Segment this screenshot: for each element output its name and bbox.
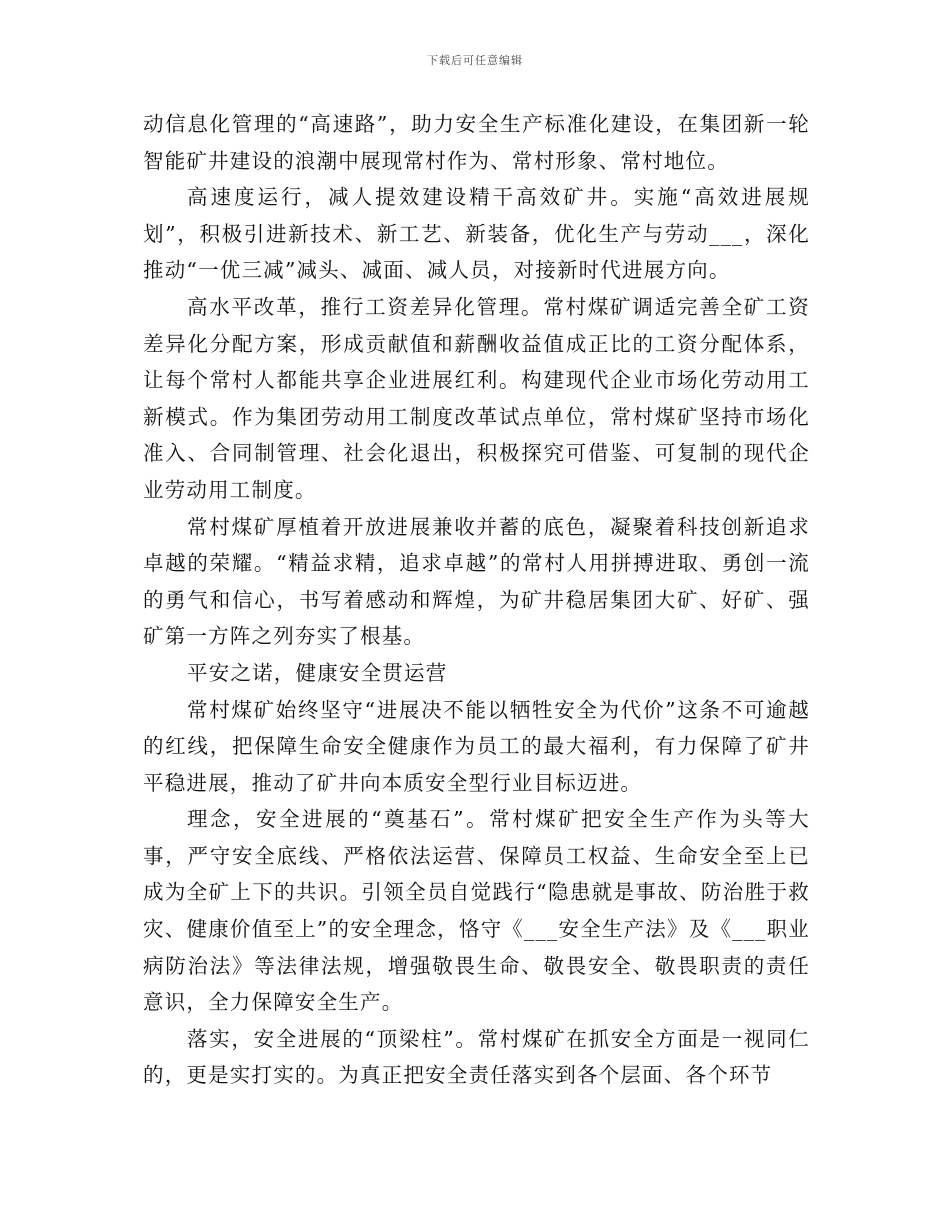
section-heading-safety: 平安之诺，健康安全贯运营 (187, 660, 448, 685)
paragraph-openness-innovation: 常村煤矿厚植着开放进展兼收并蓄的底色，凝聚着科技创新追求卓越的荣耀。“精益求精，追求卓越”的常村人用拼搏进取、勇创一流的勇气和信心，书写着感动和辉煌，为矿井稳居集团大矿、好矿、强矿第一方阵之列夯实了根基。 (143, 514, 810, 649)
paragraph-high-level-reform: 高水平改革，推行工资差异化管理。常村煤矿调适完善全矿工资差异化分配方案，形成贡献值和薪酬收益值成正比的工资分配体系，让每个常村人都能共享企业进展红利。构建现代企业市场化劳动用工新模式。作为集团劳动用工制度改革试点单位，常村煤矿坚持市场化准入、合同制管理、社会化退出，积极探究可借鉴、可复制的现代企业劳动用工制度。 (143, 294, 810, 502)
paragraph-safety-philosophy: 理念，安全进展的“奠基石”。常村煤矿把安全生产作为头等大事，严守安全底线、严格依法运营、保障员工权益、生命安全至上已成为全矿上下的共识。引领全员自觉践行“隐患就是事故、防治胜于救灾、健康价值至上”的安全理念，恪守《___安全生产法》及《___职业病防治法》等法律法规，增强敬畏生命、敬畏安全、敬畏职责的责任意识，全力保障安全生产。 (143, 807, 810, 1015)
page-header-note: 下载后可任意编辑 (427, 54, 523, 67)
paragraph-high-speed-operation: 高速度运行，减人提效建设精干高效矿井。实施“高效进展规划”，积极引进新技术、新工艺、新装备，优化生产与劳动___，深化推动“一优三减”减头、减面、减人员，对接新时代进展方向。 (143, 185, 810, 283)
paragraph-safety-redline: 常村煤矿始终坚守“进展决不能以牺牲安全为代价”这条不可逾越的红线，把保障生命安全健康作为员工的最大福利，有力保障了矿井平稳进展，推动了矿井向本质安全型行业目标迈进。 (143, 697, 810, 795)
paragraph-safety-implementation: 落实，安全进展的“顶梁柱”。常村煤矿在抓安全方面是一视同仁的，更是实打实的。为真正把安全责任落实到各个层面、各个环节 (143, 1026, 810, 1088)
paragraph-continuation: 动信息化管理的“高速路”，助力安全生产标准化建设，在集团新一轮智能矿井建设的浪潮中展现常村作为、常村形象、常村地位。 (143, 112, 810, 173)
document-body (143, 106, 810, 1094)
